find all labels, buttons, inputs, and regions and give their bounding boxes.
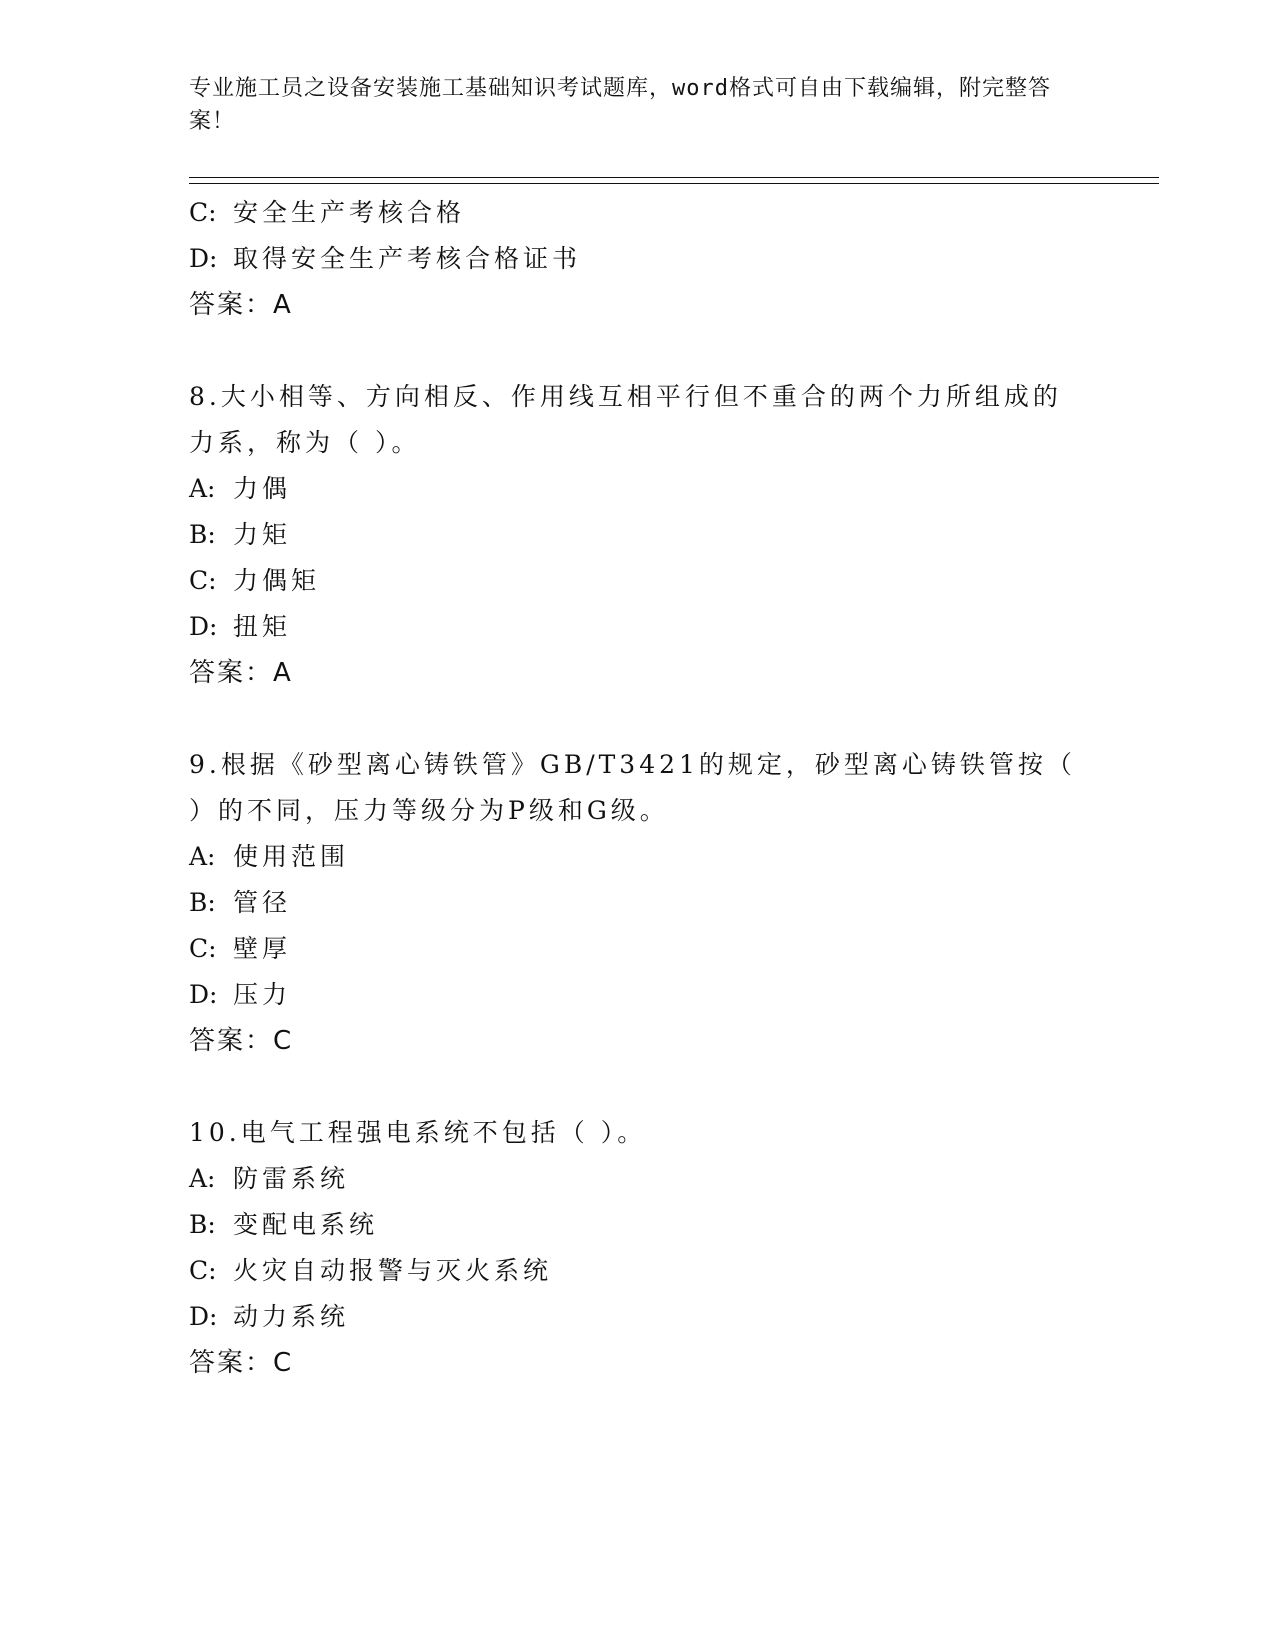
option-letter: B: bbox=[189, 888, 216, 917]
option-letter: D: bbox=[189, 244, 218, 273]
spacer bbox=[189, 696, 1089, 742]
option-c bbox=[189, 1248, 1089, 1294]
option-letter: A: bbox=[189, 842, 216, 871]
option-text: 防雷系统 bbox=[233, 1164, 350, 1193]
question-list bbox=[189, 190, 1089, 1386]
option-c bbox=[189, 190, 1089, 236]
option-letter: C: bbox=[189, 934, 217, 963]
option-c bbox=[189, 926, 1089, 972]
option-text: 壁厚 bbox=[233, 934, 292, 963]
option-text: 力偶 bbox=[233, 474, 292, 503]
option-letter: B: bbox=[189, 520, 216, 549]
option-text: 安全生产考核合格 bbox=[233, 198, 466, 227]
question-10 bbox=[189, 1110, 1089, 1386]
option-letter: C: bbox=[189, 1256, 217, 1285]
answer-line: 答案：A bbox=[189, 290, 293, 320]
option-c bbox=[189, 558, 1089, 604]
option-text: 力偶矩 bbox=[233, 566, 321, 595]
answer-line: 答案：A bbox=[189, 658, 293, 688]
option-b bbox=[189, 880, 1089, 926]
option-text: 力矩 bbox=[233, 520, 292, 549]
document-header: 专业施工员之设备安装施工基础知识考试题库，word格式可自由下载编辑，附完整答案！ bbox=[189, 76, 1051, 134]
option-text: 变配电系统 bbox=[233, 1210, 379, 1239]
option-text: 使用范围 bbox=[233, 842, 350, 871]
option-b bbox=[189, 1202, 1089, 1248]
question-stem: 9.根据《砂型离心铸铁管》GB/T3421的规定，砂型离心铸铁管按（ ）的不同，压力等级分为P级和G级。 bbox=[189, 750, 1076, 825]
option-d bbox=[189, 236, 1089, 282]
header-rule-top bbox=[189, 177, 1159, 178]
option-letter: C: bbox=[189, 198, 217, 227]
question-stem: 10.电气工程强电系统不包括（ ）。 bbox=[189, 1118, 647, 1147]
option-text: 扭矩 bbox=[233, 612, 292, 641]
option-d bbox=[189, 972, 1089, 1018]
option-text: 管径 bbox=[233, 888, 292, 917]
spacer bbox=[189, 1064, 1089, 1110]
option-a bbox=[189, 834, 1089, 880]
option-text: 压力 bbox=[233, 980, 292, 1009]
option-text: 火灾自动报警与灭火系统 bbox=[233, 1256, 553, 1285]
option-a bbox=[189, 466, 1089, 512]
option-letter: D: bbox=[189, 612, 218, 641]
question-stem: 8.大小相等、方向相反、作用线互相平行但不重合的两个力所组成的力系，称为（ ）。 bbox=[189, 382, 1062, 457]
option-b bbox=[189, 512, 1089, 558]
spacer bbox=[189, 328, 1089, 374]
option-letter: A: bbox=[189, 1164, 216, 1193]
option-letter: B: bbox=[189, 1210, 216, 1239]
option-d bbox=[189, 1294, 1089, 1340]
option-letter: A: bbox=[189, 474, 216, 503]
option-d bbox=[189, 604, 1089, 650]
header-rule-bottom bbox=[189, 183, 1159, 184]
answer-line: 答案：C bbox=[189, 1348, 294, 1378]
answer-line: 答案：C bbox=[189, 1026, 294, 1056]
question-8 bbox=[189, 374, 1089, 696]
option-letter: D: bbox=[189, 980, 218, 1009]
option-a bbox=[189, 1156, 1089, 1202]
question-9 bbox=[189, 742, 1089, 1064]
partial-question bbox=[189, 190, 1089, 328]
option-text: 取得安全生产考核合格证书 bbox=[233, 244, 582, 273]
option-text: 动力系统 bbox=[233, 1302, 350, 1331]
option-letter: D: bbox=[189, 1302, 218, 1331]
option-letter: C: bbox=[189, 566, 217, 595]
